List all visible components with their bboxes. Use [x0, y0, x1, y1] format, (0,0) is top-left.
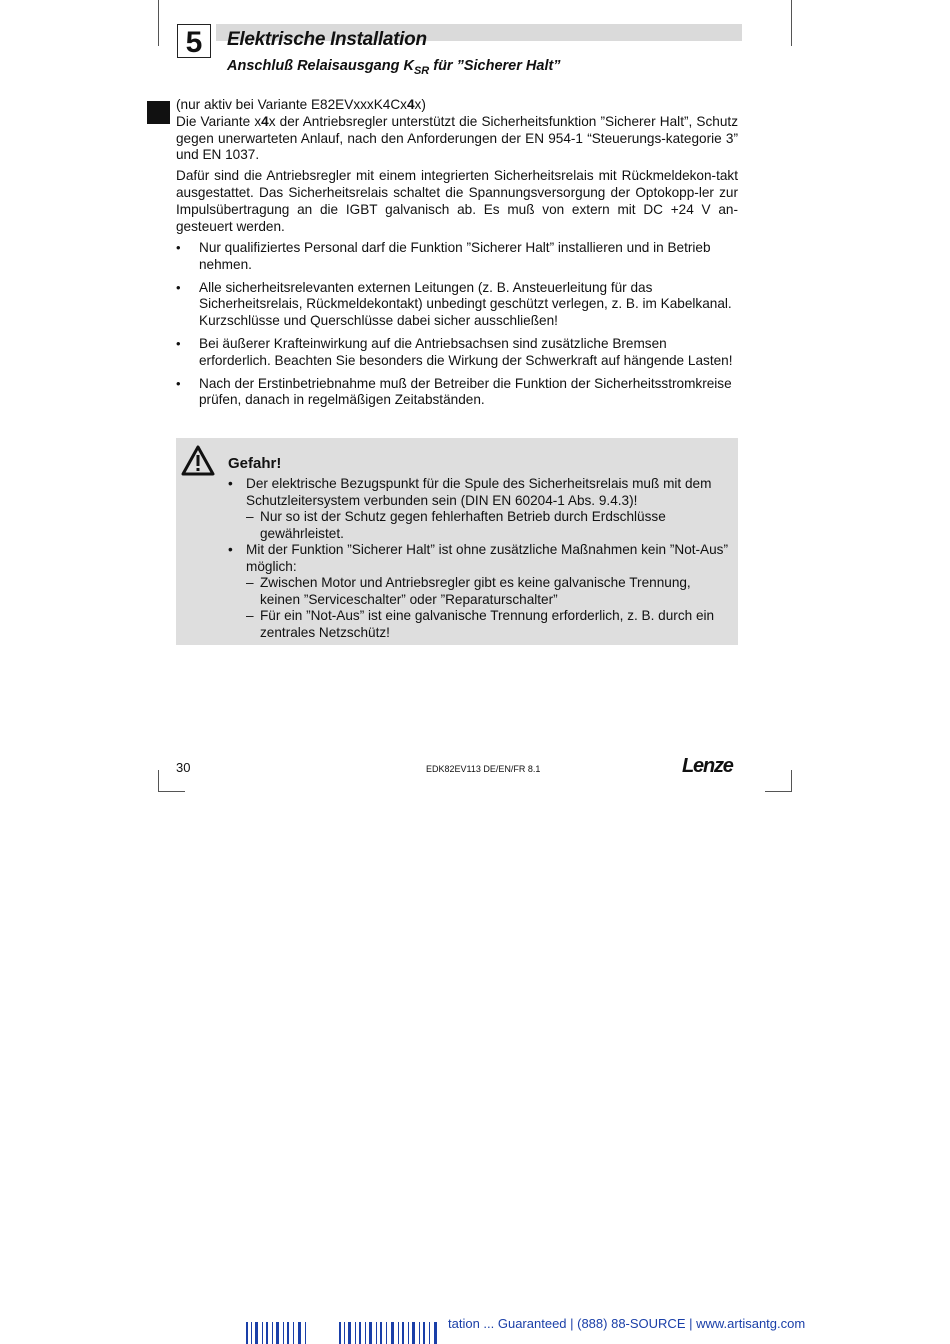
lenze-logo: Lenze	[682, 755, 733, 777]
page-subtitle: Anschluß Relaisausgang $K_{SR}$ für ”Sicherer Halt”	[227, 58, 561, 77]
danger-item: • Mit der Funktion ”Sicherer Halt” ist ohne zusätzliche Maßnahmen kein ”Not-Aus” möglich: – Zwischen Motor und Antriebsregler gibt es keine galvanische Trennung, keinen ”Serviceschalter” oder ”Reparaturschalter” – Für ein ”Not-Aus” ist eine galvanische Trennung erforderlich, z. B. durch ein zentrales Netzschütz!	[228, 542, 728, 641]
page-title: Elektrische Installation	[227, 29, 427, 50]
chapter-number: 5	[177, 24, 211, 58]
list-item: • Nach der Erstinbetriebnahme muß der Betreiber die Funktion der Sicherheitsstromkreise prüfen, danach in regelmäßigen Zeitabständen.	[176, 376, 738, 410]
crop-mark-bottom-left-v	[158, 770, 159, 792]
crop-mark-bottom-right-h	[765, 791, 792, 792]
footer-advert: tation ... Guaranteed | (888) 88-SOURCE | www.artisantg.com	[448, 1316, 806, 1331]
artisan-logo-barcode-icon	[246, 1318, 440, 1344]
intro-paragraph-2: Dafür sind die Antriebsregler mit einem integrierten Sicherheitsrelais mit Rückmeldekon-takt ausgestattet. Das Sicherheitsrelais schaltet die Spannungsversorgung der Optokopp-ler zur Impulsübertragung an die IGBT galvanisch ab. Es muß von extern mit DC +24 V an-gesteuert werden.	[176, 168, 738, 234]
warning-triangle-icon	[181, 445, 215, 476]
page-number: 30	[176, 760, 191, 775]
list-item: • Nur qualifiziertes Personal darf die Funktion ”Sicherer Halt” installieren und in Betrieb nehmen.	[176, 240, 738, 274]
intro-text	[176, 97, 738, 235]
danger-item: • Der elektrische Bezugspunkt für die Spule des Sicherheitsrelais muß mit dem Schutzleitersystem verbunden sein (DIN EN 60204-1 Abs. 9.4.3)! – Nur so ist der Schutz gegen fehlerhaften Betrieb durch Erdschlüsse gewährleistet.	[228, 476, 728, 542]
danger-subitem: – Für ein ”Not-Aus” ist eine galvanische Trennung erforderlich, z. B. durch ein zentrales Netzschütz!	[246, 608, 728, 641]
document-id: EDK82EV113 DE/EN/FR 8.1	[426, 764, 541, 774]
list-item: • Alle sicherheitsrelevanten externen Leitungen (z. B. Ansteuerleitung für das Sicherheitsrelais, Rückmeldekontakt) unbedingt geschützt verlegen, z. B. im Kabelkanal. Kurzschlüsse und Querschlüsse dabei sicher ausschließen!	[176, 280, 738, 330]
crop-mark-bottom-left-h	[158, 791, 185, 792]
crop-mark-top-left	[158, 0, 159, 46]
intro-paragraph-1: Die Variante x4x der Antriebsregler unterstützt die Sicherheitsfunktion ”Sicherer Halt”, Schutz gegen unerwarteten Anlauf, nach den Anforderungen der EN 954-1 “Steuerungs-kategorie 3” und EN 1037.	[176, 113, 738, 163]
danger-subitem: – Zwischen Motor und Antriebsregler gibt es keine galvanische Trennung, keinen ”Serviceschalter” oder ”Reparaturschalter”	[246, 575, 728, 608]
safety-bullet-list	[176, 240, 738, 415]
list-item: • Bei äußerer Krafteinwirkung auf die Antriebsachsen sind zusätzliche Bremsen erforderlich. Beachten Sie besonders die Wirkung der Schwerkraft auf hängende Lasten!	[176, 336, 738, 370]
crop-mark-top-right	[791, 0, 792, 46]
section-marker	[147, 101, 170, 124]
crop-mark-bottom-right-v	[791, 770, 792, 792]
variant-note: (nur aktiv bei Variante E82EVxxxK4Cx4x)	[176, 97, 426, 112]
danger-title: Gefahr!	[228, 455, 282, 472]
danger-subitem: – Nur so ist der Schutz gegen fehlerhaften Betrieb durch Erdschlüsse gewährleistet.	[246, 509, 728, 542]
danger-list	[228, 476, 728, 641]
